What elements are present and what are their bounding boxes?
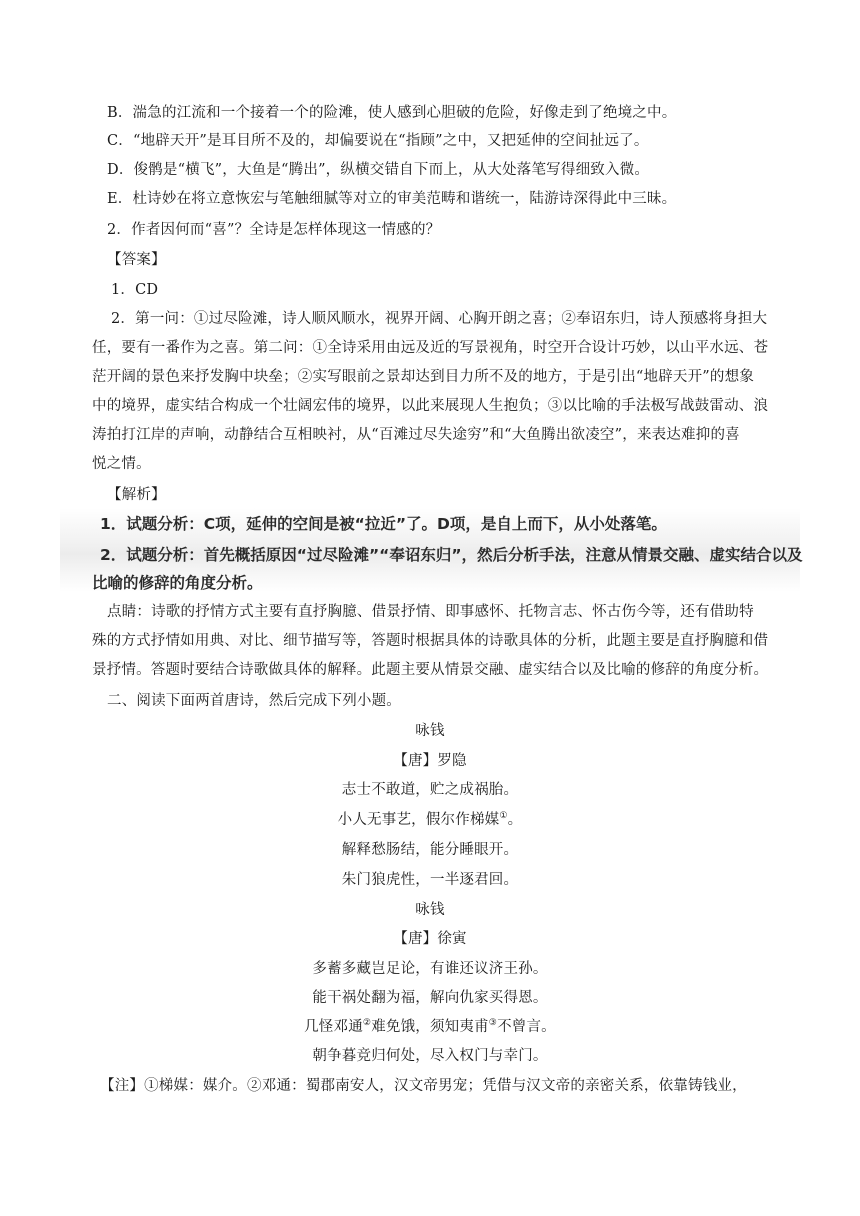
footnote-marker: ③ [488, 1018, 498, 1029]
answer-1: 1．CD [111, 282, 159, 298]
answer-2-line: 茫开阔的景色来抒发胸中块垒；②实写眼前之景却达到目力所不及的地方，于是引出“地辟天开”的想象 [92, 369, 755, 385]
option-c: C．“地辟天开”是耳目所不及的，却偏要说在“指顾”之中，又把延伸的空间扯远了。 [107, 133, 649, 149]
poem-1-title: 咏钱 [415, 723, 445, 739]
poem-2-title: 咏钱 [415, 902, 445, 918]
analysis-heading: 【解析】 [107, 487, 166, 503]
poem-1-line: 解释愁肠结，能分睡眼开。 [341, 842, 519, 858]
tip-line: 点睛：诗歌的抒情方式主要有直抒胸臆、借景抒情、即事感怀、托物言志、怀古伤今等，还有借助特 [107, 604, 754, 620]
poem-1-line: 小人无事艺，假尔作梯媒①。 [337, 811, 523, 828]
option-e: E．杜诗妙在将立意恢宏与笔触细腻等对立的审美范畴和谐统一，陆游诗深得此中三昧。 [107, 191, 677, 207]
footnote-marker: ② [362, 1018, 372, 1029]
answer-2-line: 2．第一问：①过尽险滩，诗人顺风顺水，视界开阔、心胸开朗之喜；②奉诏东归，诗人预感将身担大 [111, 311, 768, 327]
footnote: 【注】①梯媒：媒介。②邓通：蜀郡南安人，汉文帝男宠；凭借与汉文帝的亲密关系，依靠铸钱业， [100, 1078, 747, 1094]
question-2: 2．作者因何而“喜”？全诗是怎样体现这一情感的？ [107, 222, 441, 238]
poem-2-author: 【唐】徐寅 [393, 931, 467, 947]
poem-2-line: 能干祸处翻为福，解向仇家买得恩。 [312, 990, 548, 1006]
answer-2-line: 悦之情。 [92, 456, 151, 472]
analysis-1: 1．试题分析：C项，延伸的空间是被“拉近”了。D项，是自上而下，从小处落笔。 [100, 515, 667, 533]
poem-1-line: 朱门狼虎性，一半逐君回。 [341, 872, 519, 888]
poem-2-line: 几怪邓通②难免饿，须知夷甫③不曾言。 [304, 1018, 556, 1035]
section-2-heading: 二、阅读下面两首唐诗，然后完成下列小题。 [107, 693, 401, 709]
answer-heading: 【答案】 [107, 252, 166, 268]
footnote-marker: ① [499, 811, 508, 822]
tip-line: 殊的方式抒情如用典、对比、细节描写等，答题时根据具体的诗歌具体的分析，此题主要是直抒胸臆和借 [92, 633, 769, 649]
answer-2-line: 任，要有一番作为之喜。第二问：①全诗采用由远及近的写景视角，时空开合设计巧妙，以山平水远、苍 [92, 340, 769, 356]
analysis-2-line: 比喻的修辞的角度分析。 [92, 574, 263, 592]
poem-1-line: 志士不敢道，贮之成祸胎。 [341, 782, 519, 798]
option-d: D．俊鹘是“横飞”，大鱼是“腾出”，纵横交错自下而上，从大处落笔写得细致入微。 [107, 162, 650, 178]
analysis-2-line: 2．试题分析：首先概括原因“过尽险滩”“奉诏东归”，然后分析手法，注意从情景交融、虚实结合以及 [100, 546, 803, 564]
poem-1-author: 【唐】罗隐 [393, 753, 467, 769]
option-b: B．湍急的江流和一个接着一个的险滩，使人感到心胆破的危险，好像走到了绝境之中。 [107, 105, 677, 121]
answer-2-line: 中的境界，虚实结合构成一个壮阔宏伟的境界，以此来展现人生抱负；③以比喻的手法极写战鼓雷动、浪 [92, 398, 769, 414]
answer-2-line: 涛拍打江岸的声响，动静结合互相映衬，从“百滩过尽失途穷”和“大鱼腾出欲凌空”，来表达难抑的喜 [92, 427, 740, 443]
poem-2-line: 朝争暮竞归何处，尽入权门与幸门。 [312, 1048, 548, 1064]
poem-2-line: 多蓄多藏岂足论，有谁还议济王孙。 [312, 961, 548, 977]
tip-line: 景抒情。答题时要结合诗歌做具体的解释。此题主要从情景交融、虚实结合以及比喻的修辞的角度分析。 [92, 662, 769, 678]
